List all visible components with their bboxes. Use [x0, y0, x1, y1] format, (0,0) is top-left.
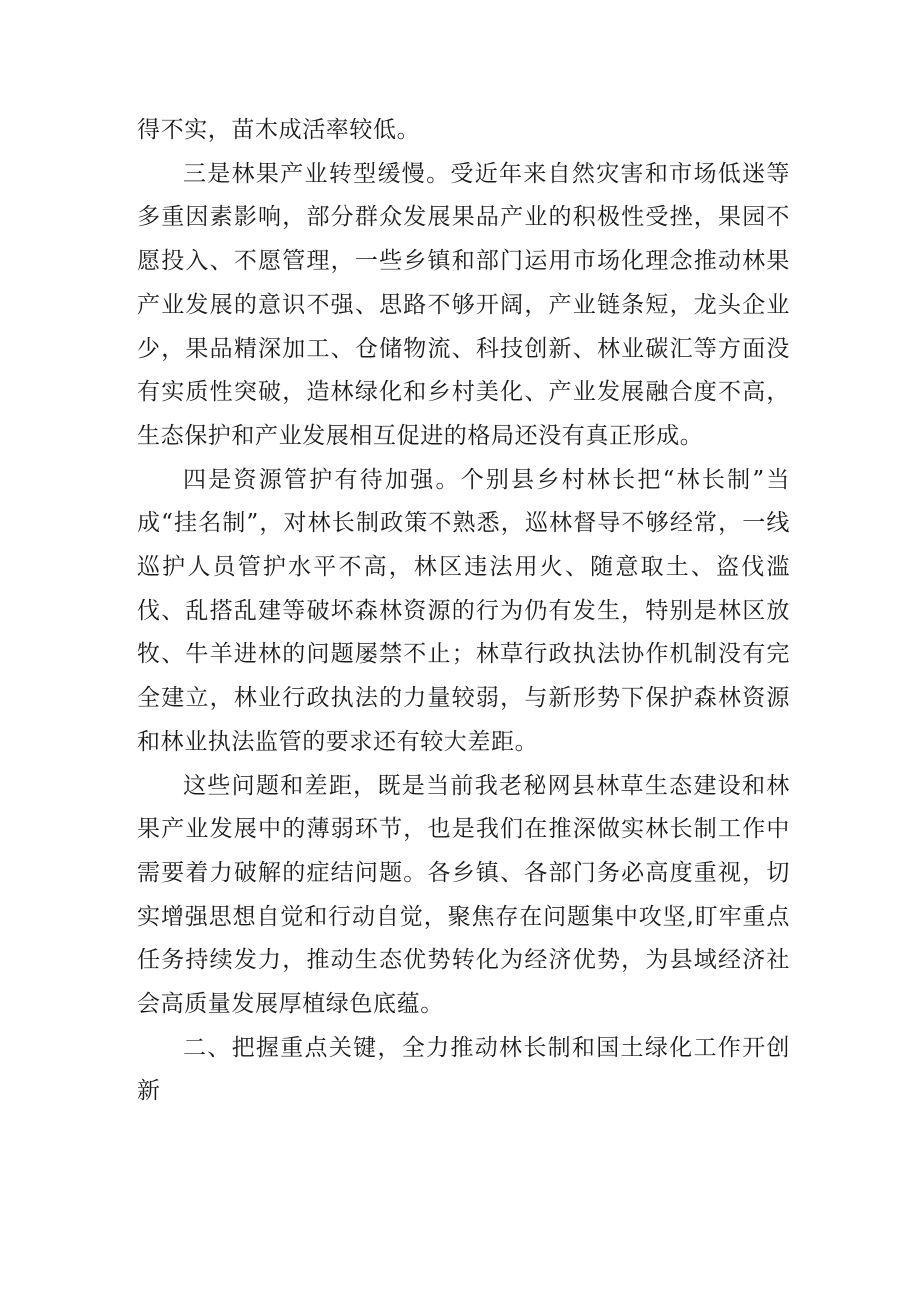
- section-heading-two: 二、把握重点关键，全力推动林长制和国土绿化工作开创新: [137, 1034, 790, 1105]
- document-body: [137, 109, 790, 1114]
- paragraph-resource-protection: 四是资源管护有待加强。个别县乡村林长把“林长制”当成“挂名制”，对林长制政策不熟悉，巡林督导不够经常，一线巡护人员管护水平不高，林区违法用火、随意取土、盗伐滥伐、乱搭乱建等破坏森林资源的行为仍有发生，特别是林区放牧、牛羊进林的问题屡禁不止；林草行政执法协作机制没有完全建立，林业行政执法的力量较弱，与新形势下保护森林资源和林业执法监管的要求还有较大差距。: [137, 466, 790, 755]
- paragraph-problems-summary: 这些问题和差距，既是当前我老秘网县林草生态建设和林果产业发展中的薄弱环节，也是我们在推深做实林长制工作中需要着力破解的症结问题。各乡镇、各部门务必高度重视，切实增强思想自觉和行动自觉，聚焦存在问题集中攻坚,盯牢重点任务持续发力，推动生态优势转化为经济优势，为县域经济社会高质量发展厚植绿色底蕴。: [137, 772, 790, 1018]
- paragraph-forestry-industry: 三是林果产业转型缓慢。受近年来自然灾害和市场低迷等多重因素影响，部分群众发展果品产业的积极性受挫，果园不愿投入、不愿管理，一些乡镇和部门运用市场化理念推动林果产业发展的意识不强、思路不够开阔，产业链条短，龙头企业少，果品精深加工、仓储物流、科技创新、林业碳汇等方面没有实质性突破，造林绿化和乡村美化、产业发展融合度不高，生态保护和产业发展相互促进的格局还没有真正形成。: [137, 160, 790, 449]
- paragraph-continued: 得不实，苗木成活率较低。: [137, 117, 421, 143]
